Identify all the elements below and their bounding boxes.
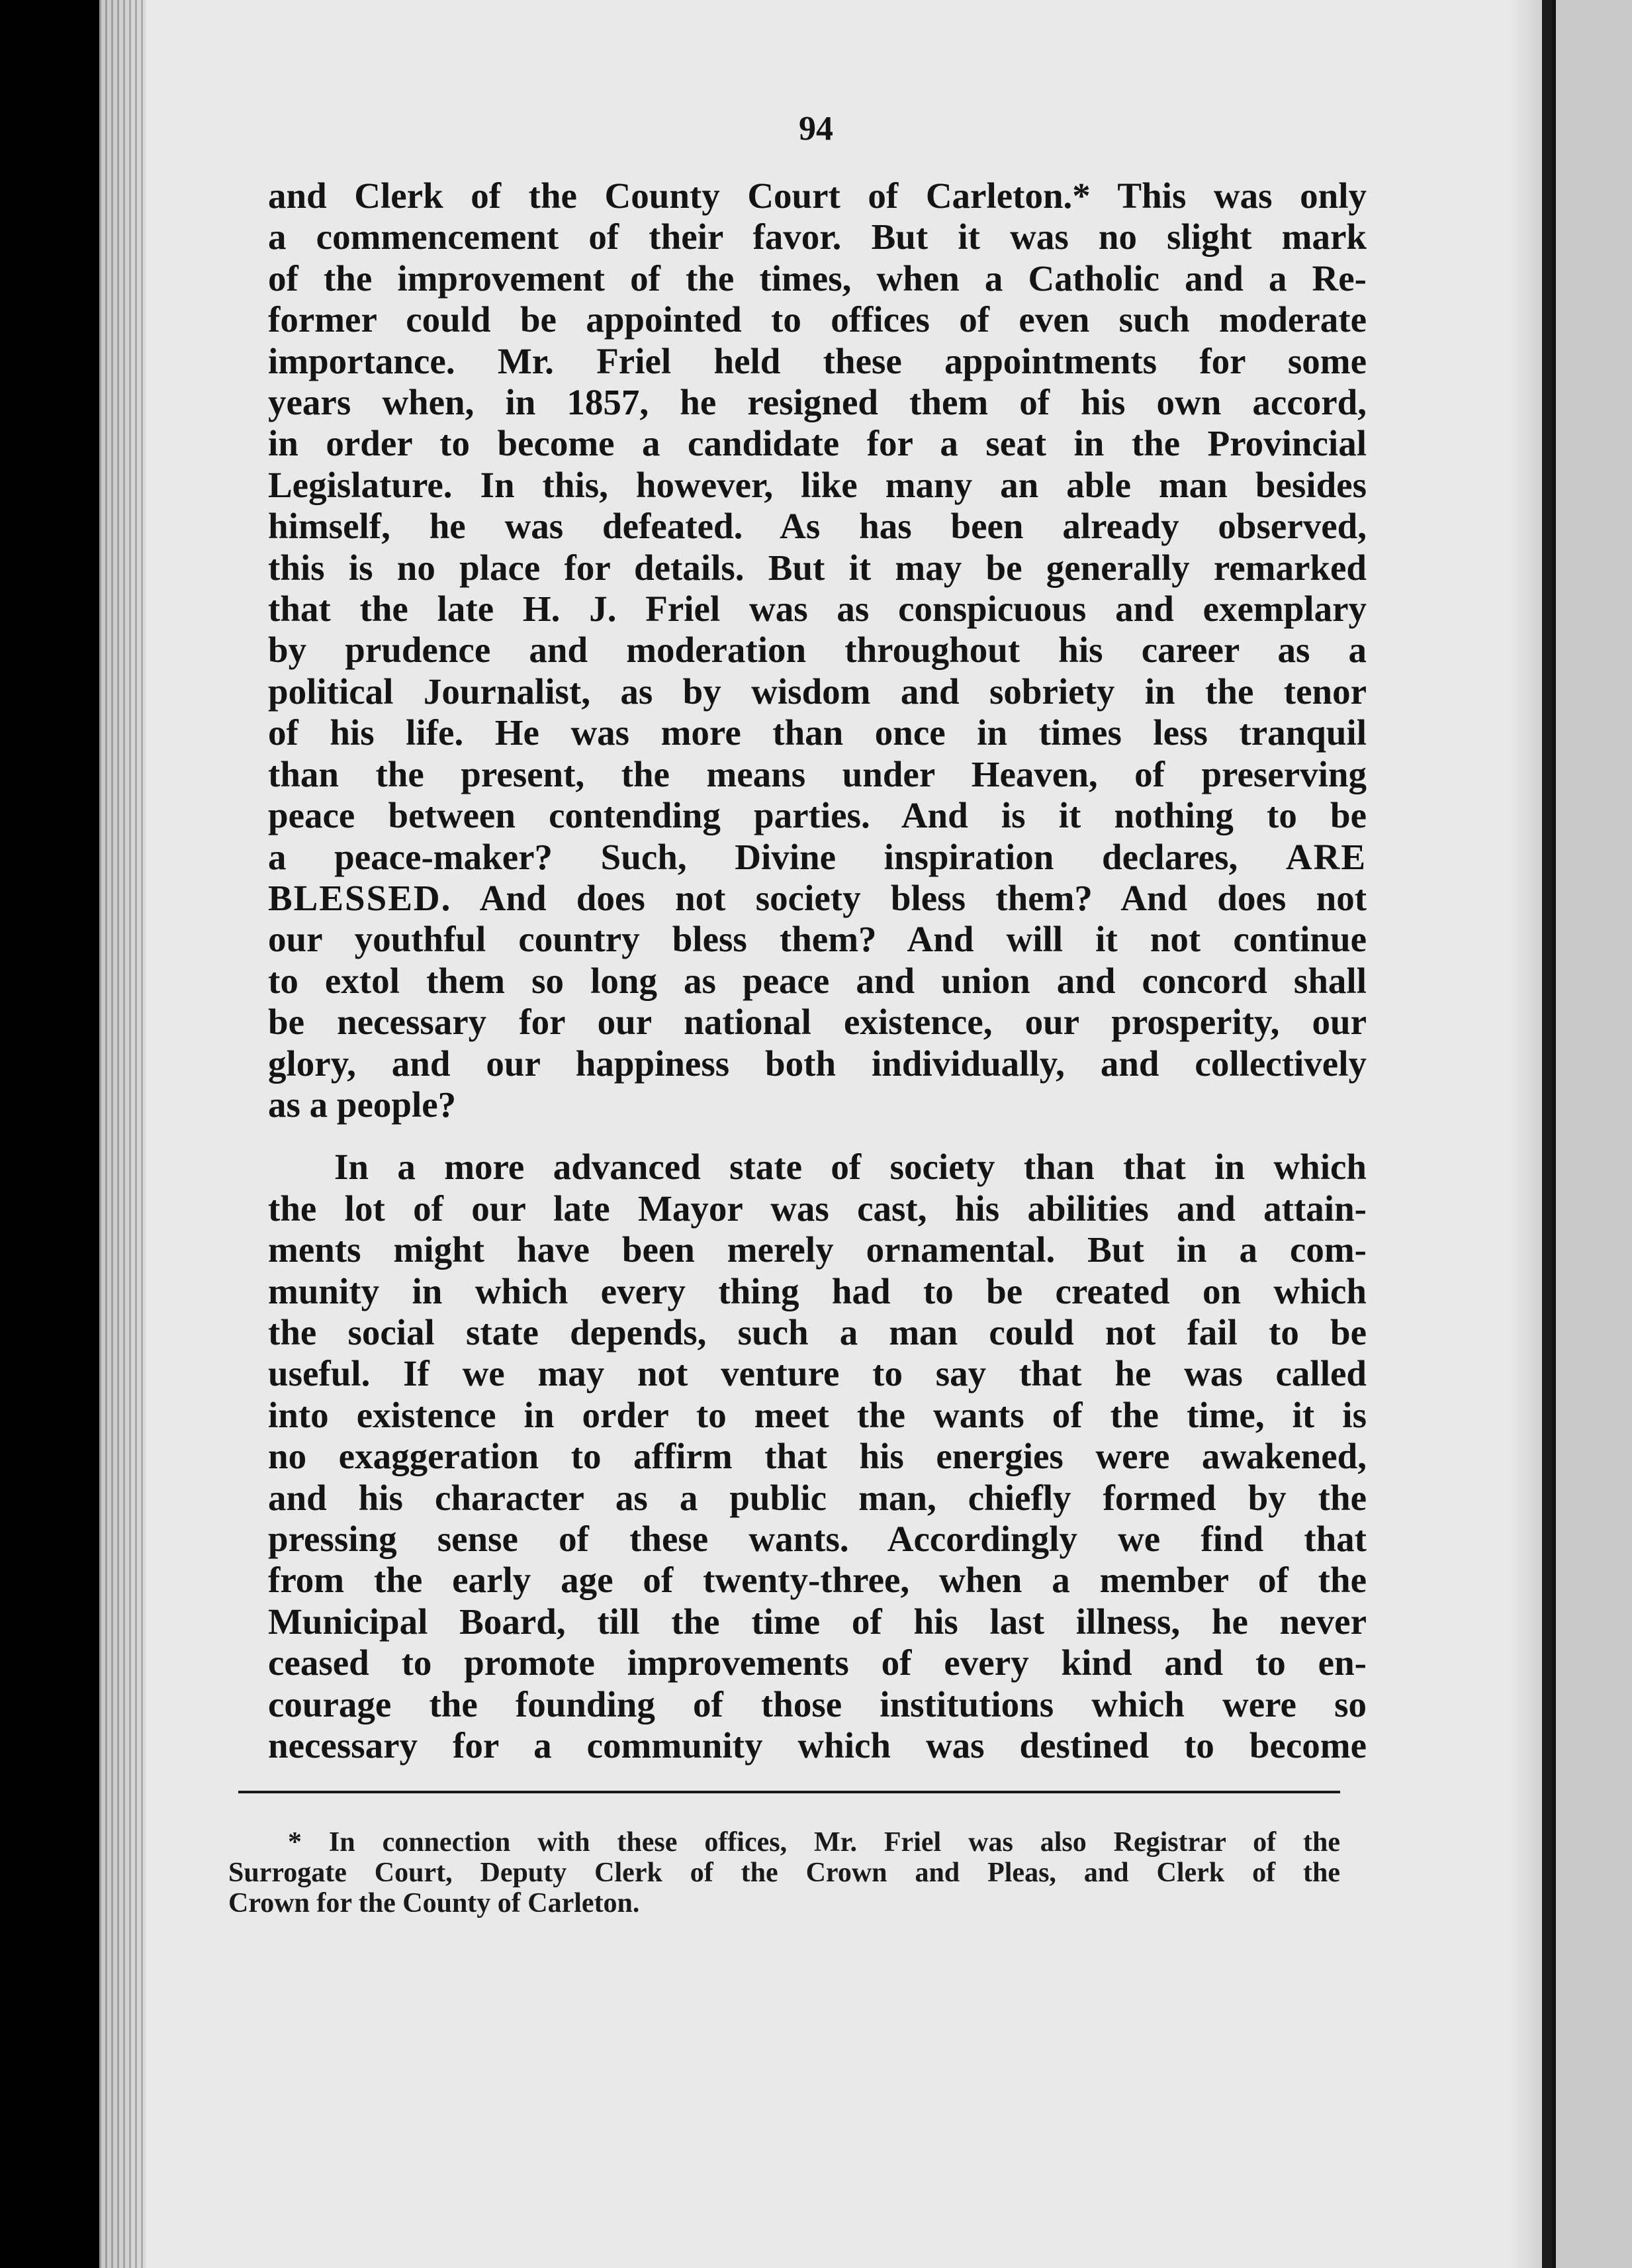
text-line: courage the founding of those institutions which were so <box>268 1683 1367 1725</box>
text-line: former could be appointed to offices of even such moderate <box>268 299 1367 340</box>
text-line: the lot of our late Mayor was cast, his abilities and attain- <box>268 1188 1367 1229</box>
text-line: importance. Mr. Friel held these appointments for some <box>268 340 1367 381</box>
text-line: of the improvement of the times, when a Catholic and a Re- <box>268 258 1367 299</box>
page-number: 94 <box>799 110 833 148</box>
text-line-with-smallcaps <box>268 837 1367 878</box>
next-page-edge <box>1552 0 1632 2268</box>
footnote-line: Crown for the County of Carleton. <box>228 1888 640 1918</box>
text-line: and Clerk of the County Court of Carleton.* This was only <box>268 175 1367 216</box>
text-line: necessary for a community which was destined to become <box>268 1725 1367 1766</box>
text-line: as a people? <box>268 1084 457 1125</box>
text-line: years when, in 1857, he resigned them of his own accord, <box>268 382 1367 423</box>
text-line: of his life. He was more than once in times less tranquil <box>268 712 1367 753</box>
smallcaps-blessed: BLESSED. <box>268 877 452 918</box>
text-segment: And does not society bless them? And does not <box>479 877 1367 918</box>
footnote-divider <box>238 1791 1340 1793</box>
text-line: political Journalist, as by wisdom and sobriety in the tenor <box>268 671 1367 712</box>
text-line: and his character as a public man, chiefly formed by the <box>268 1477 1367 1518</box>
text-line: our youthful country bless them? And will it not continue <box>268 919 1367 960</box>
text-line: ments might have been merely ornamental. But in a com- <box>268 1229 1367 1270</box>
text-line: Legislature. In this, however, like many an able man besides <box>268 464 1367 505</box>
text-line: ceased to promote improvements of every kind and to en- <box>268 1642 1367 1683</box>
footnote <box>228 1827 1340 1918</box>
text-line: in order to become a candidate for a seat in the Provincial <box>268 423 1367 464</box>
text-line: In a more advanced state of society than that in which <box>334 1147 1367 1188</box>
text-line: that the late H. J. Friel was as conspicuous and exemplary <box>268 589 1367 630</box>
text-line: peace between contending parties. And is it nothing to be <box>268 795 1367 836</box>
text-line: than the present, the means under Heaven, of preserving <box>268 753 1367 794</box>
paragraph-gap <box>268 1125 1367 1147</box>
text-line: munity in which every thing had to be created on which <box>268 1270 1367 1311</box>
text-segment: a peace-maker? Such, Divine inspiration declares, <box>268 836 1238 877</box>
text-line: the social state depends, such a man could not fail to be <box>268 1311 1367 1352</box>
text-line: be necessary for our national existence, our prosperity, our <box>268 1002 1367 1043</box>
text-line: glory, and our happiness both individually, and collectively <box>268 1043 1367 1084</box>
text-line: into existence in order to meet the wants of the time, it is <box>268 1394 1367 1435</box>
footnote-line: * In connection with these offices, Mr. Friel was also Registrar of the <box>288 1827 1340 1858</box>
text-line: from the early age of twenty-three, when a member of the <box>268 1560 1367 1601</box>
text-line: a commencement of their favor. But it was no slight mark <box>268 216 1367 258</box>
text-line-with-smallcaps <box>268 878 1367 919</box>
text-line: Municipal Board, till the time of his last illness, he never <box>268 1601 1367 1642</box>
footnote-line: Surrogate Court, Deputy Clerk of the Crown and Pleas, and Clerk of the <box>228 1858 1340 1888</box>
text-line: by prudence and moderation throughout his career as a <box>268 630 1367 671</box>
text-line: pressing sense of these wants. Accordingly we find that <box>268 1519 1367 1559</box>
text-line: to extol them so long as peace and union and concord shall <box>268 960 1367 1001</box>
text-line: useful. If we may not venture to say that he was called <box>268 1353 1367 1394</box>
smallcaps-are: ARE <box>1285 836 1367 877</box>
book-gutter-left <box>99 0 146 2268</box>
text-line: himself, he was defeated. As has been already observed, <box>268 506 1367 547</box>
text-line: this is no place for details. But it may be generally remarked <box>268 547 1367 588</box>
text-line: no exaggeration to affirm that his energies were awakened, <box>268 1436 1367 1477</box>
body-text <box>268 175 1367 1766</box>
